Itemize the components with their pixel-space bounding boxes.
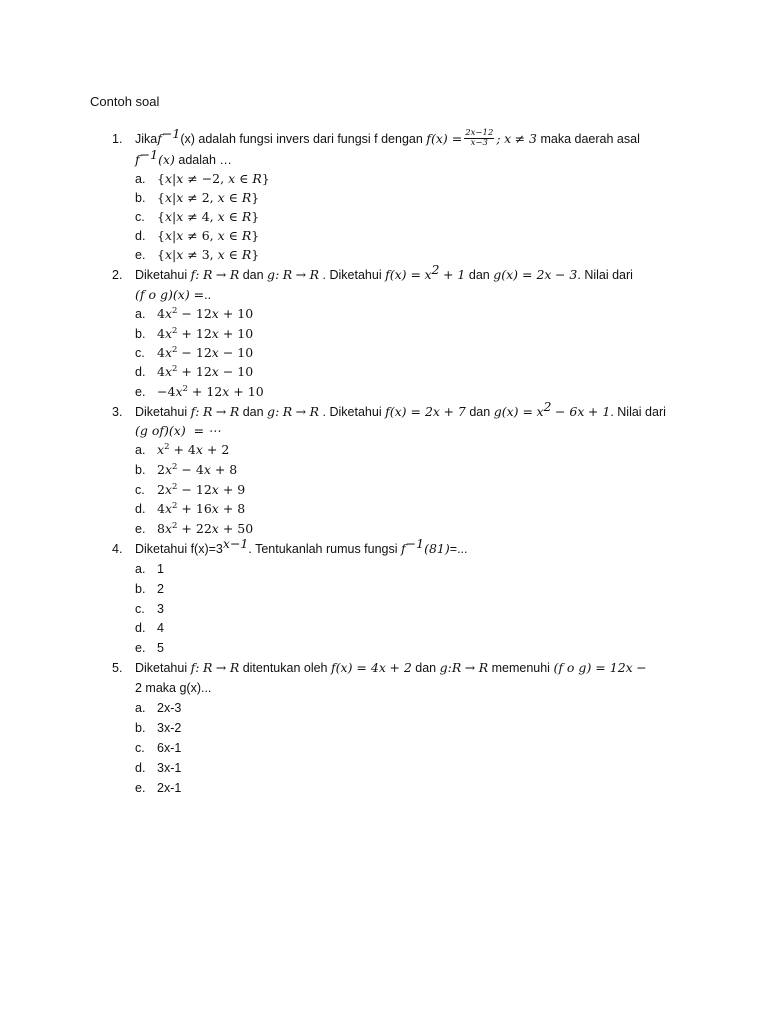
question-number: 1.: [112, 132, 123, 146]
question-number: 4.: [112, 542, 123, 556]
question-text: Jikaf$^{-1}$(x) adalah fungsi invers dari fungsi f dengan f(x) = $\frac{2x-12}{x-3}$ ; x ≠ 3 maka daerah asal: [135, 126, 640, 149]
question-text: Diketahui $f(x)=3^{x-1}$. Tentukanlah rumus fungsi $f^{-1}(81)=$...: [135, 536, 468, 556]
question-text: Diketahui f: R → R ditentukan oleh f(x) = 4x + 2 dan g:R → R memenuhi (f o g) = 12x −: [135, 660, 647, 675]
question-text: Diketahui f: R → R dan g: R → R . Diketahui $f(x) = x^2 + 1$ dan g(x) = 2x − 3. Nilai dari: [135, 262, 633, 282]
question-number: 5.: [112, 661, 123, 675]
question-text: Diketahui f: R → R dan g: R → R . Diketahui f(x) = 2x + 7 dan $g(x) = x^2 - 6x + 1$. Nilai dari: [135, 399, 666, 419]
question-number: 2.: [112, 268, 123, 282]
page-heading: Contoh soal: [90, 94, 160, 109]
question-number: 3.: [112, 405, 123, 419]
